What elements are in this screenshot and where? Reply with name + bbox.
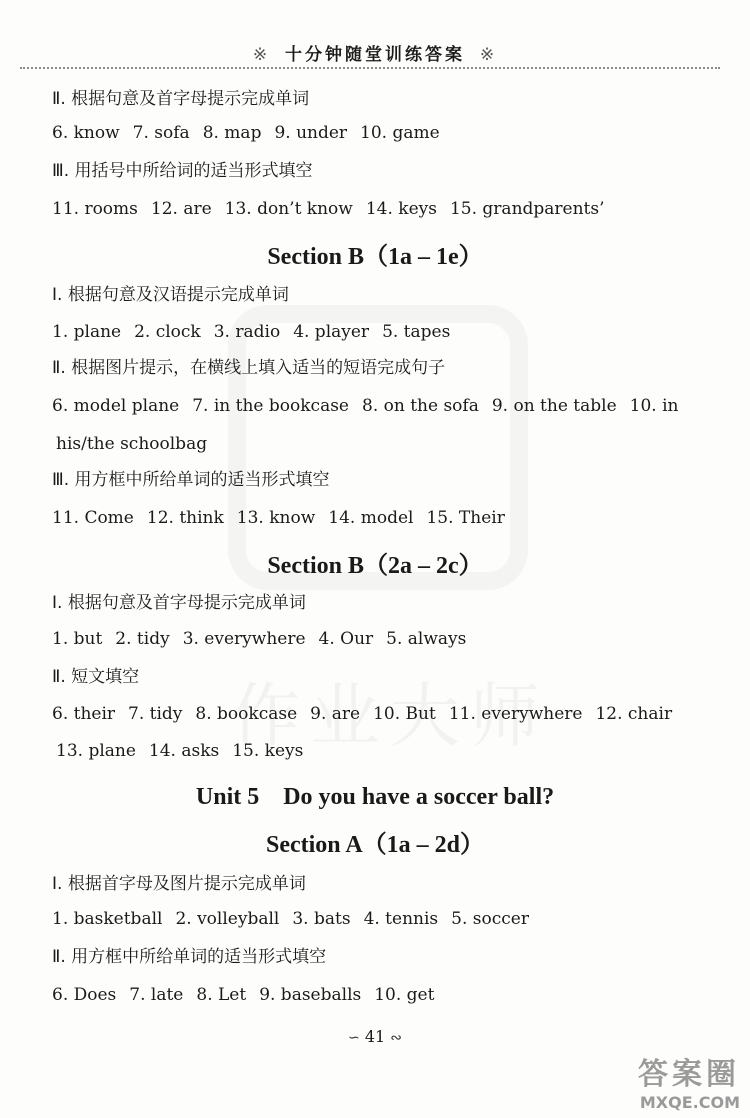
answer-item: 12. think	[146, 508, 224, 528]
answer-item: 1. basketball	[52, 909, 163, 929]
section-title: Section B（2a – 2c）	[267, 553, 483, 579]
instruction-heading: Ⅱ. 短文填空	[52, 667, 140, 687]
instruction-heading: Ⅰ. 根据首字母及图片提示完成单词	[52, 874, 306, 894]
answer-item: 7. in the bookcase	[192, 396, 349, 416]
answer-item: 8. Let	[196, 985, 247, 1005]
answer-row	[52, 122, 453, 144]
corner-watermark	[638, 1049, 740, 1112]
answer-item: 6. their	[52, 704, 116, 724]
instruction-heading: Ⅱ. 用方框中所给单词的适当形式填空	[52, 947, 327, 967]
star-ornament-left: ※	[252, 45, 271, 65]
instruction-heading: Ⅰ. 根据句意及汉语提示完成单词	[52, 285, 289, 305]
answer-item: 9. baseballs	[259, 985, 362, 1005]
answer-item: 4. Our	[318, 629, 374, 649]
instruction-heading: Ⅰ. 根据句意及首字母提示完成单词	[52, 593, 306, 613]
answer-item: 3. everywhere	[182, 629, 306, 649]
answer-item: 3. bats	[292, 909, 351, 929]
answer-item: 11. everywhere	[448, 704, 583, 724]
answer-item: 9. on the table	[491, 396, 617, 416]
answer-item: 13. know	[236, 508, 316, 528]
instruction-heading: Ⅱ. 根据图片提示，在横线上填入适当的短语完成句子	[52, 358, 446, 378]
answer-item: 10. game	[360, 123, 440, 143]
answer-item: 5. soccer	[451, 909, 529, 929]
answer-row	[52, 984, 447, 1006]
answer-item: 11. rooms	[52, 199, 138, 219]
answer-item: 2. clock	[134, 322, 201, 342]
answer-row	[52, 628, 479, 650]
answer-item: 4. player	[293, 322, 370, 342]
section-title: Section B（1a – 1e）	[267, 244, 483, 270]
answer-item: 15. Their	[426, 508, 505, 528]
answer-continuation: his/the schoolbag	[56, 434, 208, 454]
header-divider	[20, 67, 720, 69]
answer-item: 14. model	[328, 508, 414, 528]
answer-item: 11. Come	[52, 508, 134, 528]
instruction-heading: Ⅲ. 用括号中所给词的适当形式填空	[52, 161, 313, 181]
watermark-url: MXQE.COM	[639, 1093, 740, 1112]
answer-item: 2. tidy	[115, 629, 170, 649]
page-header	[0, 40, 750, 65]
answer-item: 10. in	[629, 396, 679, 416]
answer-item: 3. radio	[213, 322, 281, 342]
answer-row	[52, 908, 542, 930]
answer-item: 12. are	[150, 199, 212, 219]
answer-item: 6. Does	[52, 985, 117, 1005]
instruction-heading: Ⅲ. 用方框中所给单词的适当形式填空	[52, 470, 330, 490]
answer-item: 12. chair	[595, 704, 673, 724]
header-title: 十分钟随堂训练答案	[285, 45, 465, 65]
answer-item: 1. but	[52, 629, 103, 649]
answer-item: 5. tapes	[382, 322, 451, 342]
footer-ornament-left: ∽	[347, 1030, 360, 1046]
answer-item: 15. keys	[232, 741, 304, 761]
page-footer	[0, 1027, 750, 1046]
answer-item: 8. bookcase	[195, 704, 298, 724]
answer-item: 5. always	[386, 629, 467, 649]
answer-item: 10. get	[374, 985, 435, 1005]
footer-ornament-right: ∾	[390, 1030, 402, 1046]
answer-row	[52, 395, 691, 417]
answer-item: 6. model plane	[52, 396, 180, 416]
answer-item: 1. plane	[52, 322, 122, 342]
answer-item: 9. under	[274, 123, 348, 143]
page-number: 41	[364, 1027, 386, 1046]
answer-item: 2. volleyball	[175, 909, 280, 929]
answer-item: 14. keys	[365, 199, 437, 219]
answer-item: 8. on the sofa	[362, 396, 479, 416]
answer-row	[52, 198, 618, 220]
instruction-heading: Ⅱ. 根据句意及首字母提示完成单词	[52, 89, 310, 109]
answer-item: 10. But	[373, 704, 436, 724]
answer-item: 15. grandparents’	[449, 199, 605, 219]
answer-row	[52, 507, 518, 529]
answer-item: 13. plane	[56, 741, 136, 761]
answer-item: 9. are	[310, 704, 361, 724]
answer-item: 4. tennis	[363, 909, 439, 929]
answer-row	[52, 321, 463, 343]
answer-item: 14. asks	[148, 741, 220, 761]
section-title: Section A（1a – 2d）	[265, 832, 484, 858]
unit-title: Unit 5 Do you have a soccer ball?	[195, 784, 555, 810]
answer-item: 7. late	[129, 985, 184, 1005]
answer-item: 7. sofa	[132, 123, 190, 143]
answer-row	[56, 740, 316, 762]
answer-item: 8. map	[202, 123, 262, 143]
answer-item: 7. tidy	[128, 704, 183, 724]
answer-item: 6. know	[52, 123, 120, 143]
answer-row	[52, 703, 685, 725]
answer-item: 13. don’t know	[224, 199, 353, 219]
star-ornament-right: ※	[479, 45, 498, 65]
watermark-logo-text: 答案圈	[638, 1057, 740, 1092]
